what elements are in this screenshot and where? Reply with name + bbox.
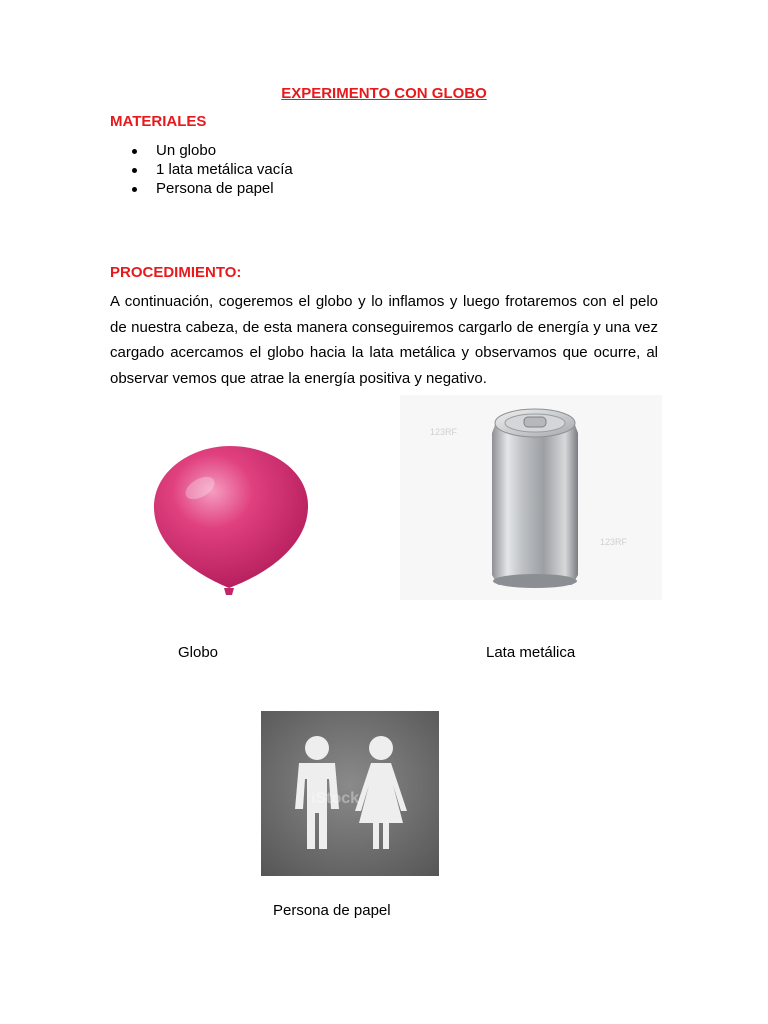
can-caption: Lata metálica xyxy=(486,644,576,661)
balloon-image xyxy=(112,440,352,605)
can-image xyxy=(400,395,662,600)
svg-text:123RF: 123RF xyxy=(600,537,628,547)
svg-text:123RF: 123RF xyxy=(430,427,458,437)
list-item: Un globo xyxy=(130,141,293,160)
watermark: iStock xyxy=(311,790,360,807)
paper-person-caption: Persona de papel xyxy=(273,902,391,919)
paper-people-image xyxy=(261,711,439,876)
balloon-caption: Globo xyxy=(178,644,219,661)
document-title: EXPERIMENTO CON GLOBO xyxy=(281,85,487,102)
materiales-heading: MATERIALES xyxy=(110,113,207,130)
list-item: 1 lata metálica vacía xyxy=(130,160,293,179)
procedure-paragraph: A continuación, cogeremos el globo y lo inflamos y luego frotaremos con el pelo de nuestra cabeza, de esta manera conseguiremos cargarlo de energía y una vez cargado acercamos el globo hacia la lata metálica y observamos que ocurre, al observar vemos que atrae la energía positiva y negativo. xyxy=(110,293,658,387)
list-item: Persona de papel xyxy=(130,179,293,198)
materials-list xyxy=(130,141,293,198)
procedimiento-heading: PROCEDIMIENTO: xyxy=(110,264,242,281)
